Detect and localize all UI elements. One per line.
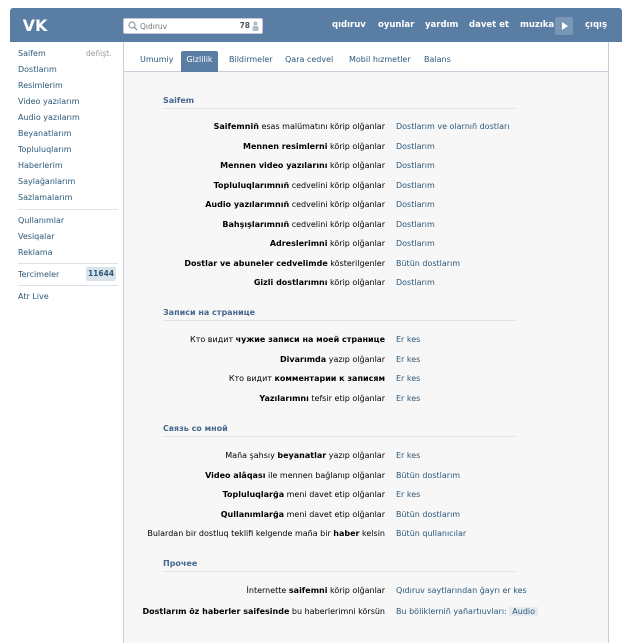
- label-emphasis: Qullanımlarğa: [220, 509, 285, 519]
- label-emphasis: Topluluqlarımnıñ: [213, 180, 290, 190]
- sidebar-divider: [18, 285, 118, 286]
- label-suffix: kösterilgenler: [327, 258, 385, 268]
- label-emphasis: Mennen resimlerni: [243, 141, 328, 151]
- privacy-setting-value[interactable]: [396, 200, 435, 209]
- value-text: Er kes: [396, 451, 421, 460]
- privacy-setting-value[interactable]: [396, 471, 460, 480]
- sidebar-divider: [18, 209, 118, 210]
- label-suffix: bu haberlerimni körsün: [289, 606, 385, 616]
- sidebar-item-my-page[interactable]: Saifem: [18, 49, 46, 58]
- label-suffix: meni davet etip olğanlar: [284, 490, 385, 499]
- sidebar-item-audio[interactable]: Audio yazılarım: [18, 113, 80, 122]
- privacy-setting-value[interactable]: [396, 220, 435, 229]
- value-text: Dostlarım: [396, 219, 435, 229]
- nav-logout[interactable]: çıqış: [585, 20, 608, 30]
- privacy-setting-value[interactable]: [396, 451, 420, 460]
- privacy-setting-label: [147, 529, 385, 538]
- sidebar-item-friends[interactable]: Dostlarım: [18, 65, 57, 74]
- audio-tag[interactable]: Audio: [509, 607, 538, 616]
- label-emphasis: Dostlar ve abuneler cedvelimde: [184, 258, 328, 268]
- settings-panel: [123, 42, 609, 643]
- tab-blacklist[interactable]: Qara cedvel: [285, 55, 334, 64]
- privacy-setting-label: [225, 451, 385, 460]
- privacy-setting-value[interactable]: [396, 394, 420, 403]
- label-suffix: meni davet etip olğanlar: [284, 509, 385, 519]
- privacy-setting-label: [205, 471, 385, 480]
- label-emphasis: Adreslerimni: [269, 239, 328, 248]
- value-text: Er kes: [396, 490, 421, 499]
- person-icon: [252, 21, 259, 31]
- header-bar: [10, 8, 622, 42]
- label-emphasis: Saifemniñ: [213, 122, 259, 131]
- label-prefix: Bulardan bir dostluq teklifi kelgende maña bir: [147, 529, 334, 538]
- label-suffix: körip olğanlar: [327, 278, 385, 287]
- label-emphasis: Bahşışlarımnıñ: [222, 219, 290, 229]
- nav-invite[interactable]: davet et: [469, 20, 509, 30]
- value-text: Qıdıruv saytlarından ğayrı er kes: [396, 586, 527, 595]
- sidebar-item-ads[interactable]: Reklama: [18, 248, 53, 257]
- search-input[interactable]: [140, 21, 220, 32]
- value-text: Dostlarım: [396, 161, 435, 170]
- value-text: Er kes: [396, 354, 421, 364]
- nav-music[interactable]: muzıka: [520, 20, 555, 30]
- label-prefix: Кто видит: [190, 335, 236, 344]
- sidebar-item-atr-live[interactable]: Atr Live: [18, 292, 49, 301]
- sidebar-item-bookmarks[interactable]: Saylağanlarım: [18, 177, 76, 186]
- label-suffix: yazıp olğanlar: [326, 354, 385, 364]
- label-emphasis: beyanatlar: [277, 451, 327, 460]
- settings-tabs: [124, 42, 608, 72]
- section-title: Записи на странице: [163, 308, 256, 317]
- label-suffix: yazıp olğanlar: [326, 451, 385, 460]
- label-emphasis: чужие записи на моей странице: [235, 335, 385, 344]
- privacy-setting-label: [221, 510, 385, 519]
- label-suffix: körip olğanlar: [327, 161, 385, 170]
- label-emphasis: Divarımda: [280, 354, 327, 364]
- privacy-setting-label: [143, 607, 385, 616]
- section-divider: [163, 571, 515, 572]
- section-title: Связь со мной: [163, 424, 228, 433]
- header: [0, 0, 632, 42]
- label-suffix: körip olğanlar: [327, 586, 385, 595]
- privacy-setting-label: [270, 239, 385, 248]
- nav-help[interactable]: yardım: [425, 20, 459, 30]
- sidebar-item-photos[interactable]: Resimlerim: [18, 81, 63, 90]
- value-text: Dostlarım: [396, 141, 435, 151]
- sidebar-item-groups[interactable]: Topluluqlarım: [18, 145, 72, 154]
- value-text: Bütün dostlarım: [396, 258, 461, 268]
- label-suffix: körip olğanlar: [327, 239, 385, 248]
- label-emphasis: Yazılarımnı: [259, 393, 309, 403]
- translations-count-badge: 11644: [86, 267, 116, 281]
- value-text: Dostlarım: [396, 200, 435, 209]
- value-text: Dostlarım: [396, 239, 435, 248]
- value-text: Er kes: [396, 335, 421, 344]
- svg-text:VK: VK: [22, 16, 48, 35]
- privacy-setting-label: [184, 259, 385, 268]
- search-box[interactable]: [123, 18, 263, 34]
- label-emphasis: Topluluqlarğa: [222, 490, 285, 499]
- privacy-setting-value[interactable]: [396, 278, 435, 287]
- privacy-setting-label: [243, 142, 385, 151]
- tab-general[interactable]: Umumiy: [140, 55, 174, 64]
- play-icon: [555, 17, 573, 35]
- music-play-button[interactable]: [555, 17, 573, 35]
- value-text: Bütün dostlarım: [396, 470, 461, 480]
- privacy-setting-value[interactable]: [396, 239, 435, 248]
- label-suffix: körip olğanlar: [327, 141, 385, 151]
- value-text: Er kes: [396, 393, 421, 403]
- value-text: Dostlarım: [396, 278, 435, 287]
- privacy-setting-label: [214, 181, 385, 190]
- sidebar-item-documents[interactable]: Vesiqalar: [18, 232, 55, 241]
- privacy-setting-label: [220, 161, 385, 170]
- privacy-setting-value[interactable]: [396, 490, 420, 499]
- label-emphasis: комментарии к записям: [274, 374, 385, 383]
- privacy-setting-label: [214, 122, 385, 131]
- privacy-setting-value[interactable]: [396, 374, 420, 383]
- sidebar-item-translations[interactable]: Tercimeler: [18, 270, 60, 279]
- privacy-setting-label: [190, 335, 385, 344]
- privacy-setting-value[interactable]: [396, 122, 510, 131]
- tab-notifications[interactable]: Bildirmeler: [229, 55, 273, 64]
- label-emphasis: Gizli dostlarımnı: [253, 278, 328, 287]
- section-divider: [163, 320, 515, 321]
- vk-logo-icon[interactable]: [22, 14, 48, 36]
- privacy-setting-label: [223, 490, 385, 499]
- privacy-setting-value[interactable]: [396, 510, 460, 519]
- privacy-content: [124, 72, 608, 643]
- privacy-setting-value[interactable]: [396, 142, 435, 151]
- label-emphasis: Mennen video yazılarını: [220, 161, 328, 170]
- tab-mobile-services[interactable]: Mobil hızmetler: [349, 55, 411, 64]
- tab-privacy[interactable]: Gizlilik: [181, 51, 218, 72]
- label-emphasis: Video alâqası: [205, 470, 266, 480]
- label-prefix: İnternette: [246, 586, 289, 595]
- label-prefix: Кто видит: [228, 374, 275, 383]
- online-count: 78: [239, 21, 250, 30]
- privacy-setting-label: [254, 278, 385, 287]
- privacy-setting-value[interactable]: [396, 181, 435, 190]
- sidebar-item-settings[interactable]: Sazlamalarım: [18, 193, 73, 202]
- value-text: Er kes: [396, 374, 421, 383]
- label-suffix: esas malümatını körip olğanlar: [258, 122, 385, 131]
- privacy-setting-value[interactable]: [396, 335, 420, 344]
- section-divider: [163, 436, 515, 437]
- label-suffix: cedvelini körip olğanlar: [289, 180, 385, 190]
- section-title: Прочее: [163, 559, 198, 568]
- sidebar-item-videos[interactable]: Video yazılarım: [18, 97, 80, 106]
- privacy-setting-value[interactable]: [396, 259, 460, 268]
- label-emphasis: haber: [333, 529, 360, 538]
- value-text: Bu böliklerniñ yañartıuvları:: [396, 606, 507, 616]
- privacy-setting-value[interactable]: [396, 607, 538, 616]
- sidebar-item-messages[interactable]: Beyanatlarım: [18, 129, 72, 138]
- value-text: Dostlarım: [396, 180, 435, 190]
- label-suffix: tefsir etip olğanlar: [308, 393, 385, 403]
- label-emphasis: saifemni: [288, 586, 328, 595]
- privacy-setting-label: [222, 220, 385, 229]
- privacy-setting-label: [247, 586, 385, 595]
- section-divider: [163, 108, 515, 109]
- label-suffix: kelsin: [359, 529, 385, 538]
- label-prefix: Maña şahsıy: [225, 451, 278, 460]
- value-text: Dostlarım ve olarnıñ dostları: [396, 122, 510, 131]
- privacy-setting-label: [259, 394, 385, 403]
- privacy-setting-label: [280, 355, 385, 364]
- label-emphasis: Audio yazılarımnıñ: [205, 200, 290, 209]
- value-text: Bütün dostlarım: [396, 509, 461, 519]
- sidebar-edit-link[interactable]: deñişt.: [86, 49, 112, 58]
- nav-games[interactable]: oyunlar: [378, 20, 415, 30]
- label-emphasis: Dostlarım öz haberler saifesinde: [142, 606, 290, 616]
- sidebar-divider: [18, 263, 118, 264]
- sidebar-item-apps[interactable]: Qullanımlar: [18, 216, 65, 225]
- section-title: Saifem: [163, 96, 195, 105]
- sidebar-item-news[interactable]: Haberlerim: [18, 161, 63, 170]
- nav-search[interactable]: qıdıruv: [332, 20, 366, 30]
- privacy-setting-value[interactable]: [396, 355, 420, 364]
- label-suffix: cedvelini körip olğanlar: [289, 219, 385, 229]
- value-text: Bütün qullanıcılar: [396, 529, 467, 538]
- label-suffix: ile mennen bağlanıp olğanlar: [265, 470, 385, 480]
- search-icon: [128, 21, 138, 31]
- privacy-setting-value[interactable]: [396, 586, 527, 595]
- privacy-setting-label: [205, 200, 385, 209]
- privacy-setting-value[interactable]: [396, 529, 466, 538]
- privacy-setting-label: [229, 374, 385, 383]
- label-suffix: cedvelini körip olğanlar: [289, 200, 385, 209]
- tab-balance[interactable]: Balans: [424, 55, 451, 64]
- privacy-setting-value[interactable]: [396, 161, 435, 170]
